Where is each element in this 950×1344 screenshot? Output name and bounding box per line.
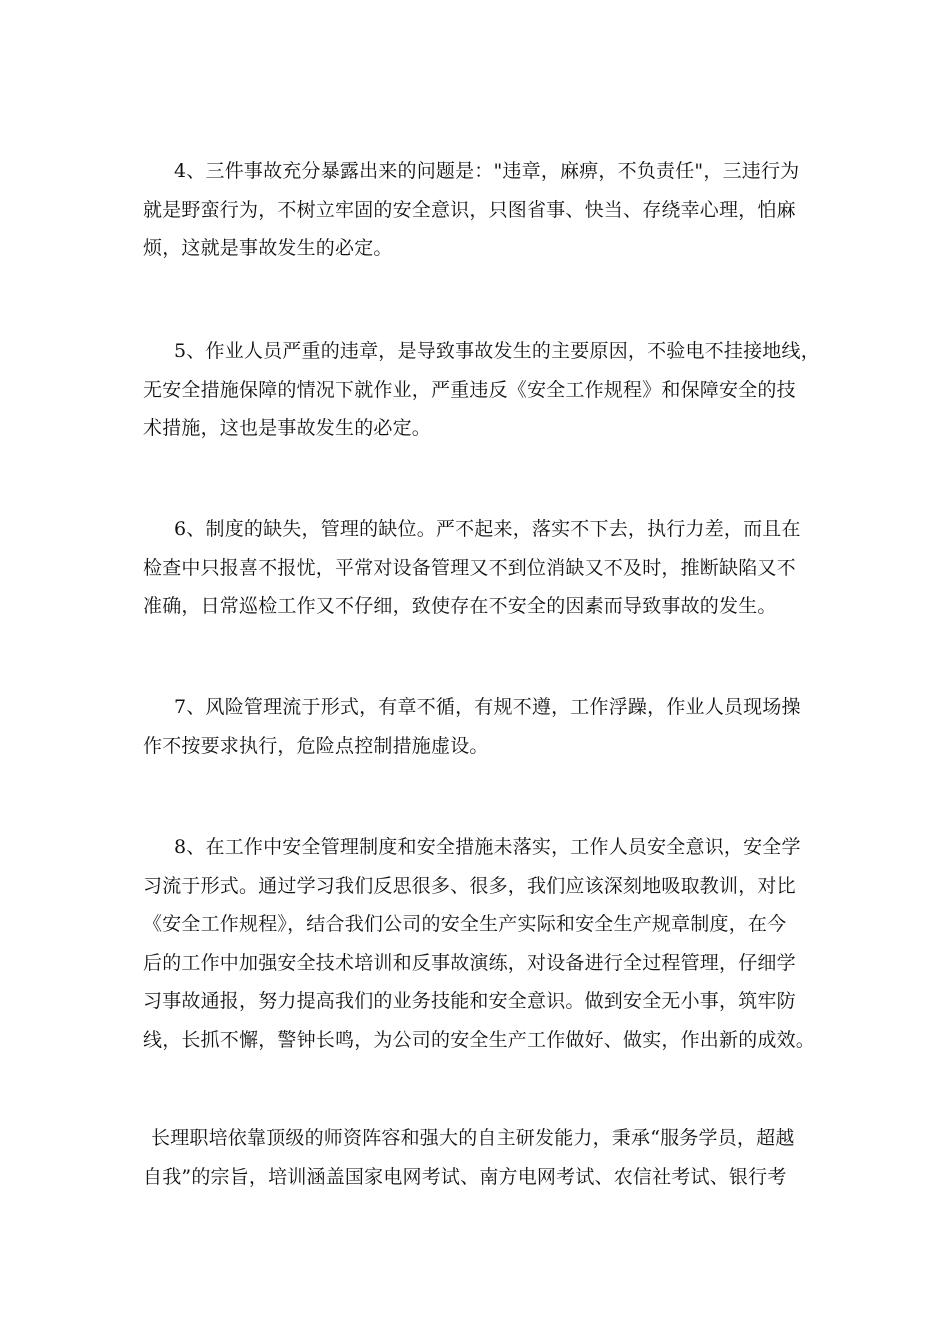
paragraph-line: 烦，这就是事故发生的必定。 — [143, 237, 393, 259]
paragraph-line: 后的工作中加强安全技术培训和反事故演练，对设备进行全过程管理，仔细学 — [143, 951, 796, 974]
paragraph-line: 作不按要求执行，危险点控制措施虚设。 — [143, 734, 489, 757]
paragraph-line: 线，长抓不懈，警钟长鸣，为公司的安全生产工作做好、做实，作出新的成效。 — [143, 1028, 816, 1051]
paragraph-line: 检查中只报喜不报忧，平常对设备管理又不到位消缺又不及时，推断缺陷又不 — [143, 556, 796, 579]
paragraph-line: 6、制度的缺失，管理的缺位。严不起来，落实不下去，执行力差，而且在 — [174, 518, 801, 540]
paragraph-line: 4、三件事故充分暴露出来的问题是："违章，麻痹，不负责任"，三违行为 — [174, 160, 800, 182]
paragraph-8 — [143, 828, 816, 1059]
paragraph-line: 就是野蛮行为，不树立牢固的安全意识，只图省事、快当、存绕幸心理，怕麻 — [143, 198, 796, 221]
paragraph-line: 术措施，这也是事故发生的必定。 — [143, 417, 432, 439]
paragraph-6 — [143, 510, 808, 626]
paragraph-5 — [143, 332, 820, 448]
paragraph-line: 自我”的宗旨，培训涵盖国家电网考试、南方电网考试、农信社考试、银行考 — [143, 1165, 787, 1188]
paragraph-line: 习流于形式。通过学习我们反思很多、很多，我们应该深刻地吸取教训，对比 — [143, 874, 796, 897]
paragraph-line: 无安全措施保障的情况下就作业，严重违反《安全工作规程》和保障安全的技 — [143, 378, 796, 401]
paragraph-line: 《安全工作规程》，结合我们公司的安全生产实际和安全生产规章制度，在今 — [143, 913, 787, 935]
paragraph-line: 准确，日常巡检工作又不仔细，致使存在不安全的因素而导致事故的发生。 — [143, 595, 777, 617]
paragraph-line: 7、风险管理流于形式，有章不循，有规不遵，工作浮躁，作业人员现场操 — [174, 696, 801, 718]
paragraph-promo — [143, 1119, 808, 1196]
paragraph-line: 长理职培依靠顶级的师资阵容和强大的自主研发能力，秉承“服务学员，超越 — [151, 1127, 795, 1149]
paragraph-7 — [143, 688, 808, 765]
paragraph-4 — [143, 152, 808, 268]
paragraph-line: 8、在工作中安全管理制度和安全措施未落实，工作人员安全意识，安全学 — [174, 836, 801, 858]
paragraph-line: 习事故通报，努力提高我们的业务技能和安全意识。做到安全无小事，筑牢防 — [143, 990, 796, 1012]
paragraph-line: 5、作业人员严重的违章，是导致事故发生的主要原因，不验电不挂接地线， — [174, 340, 820, 362]
